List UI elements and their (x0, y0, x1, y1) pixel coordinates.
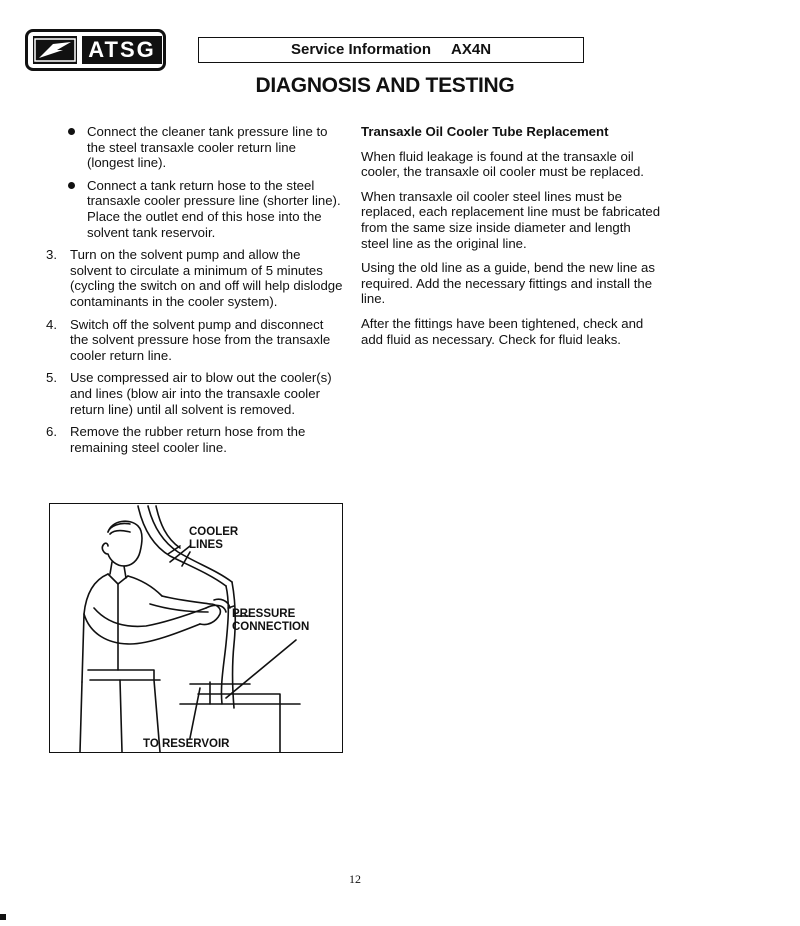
paragraph: After the fittings have been tightened, check and add fluid as necessary. Check for fluid leaks. (361, 315, 644, 347)
cooler-lines-label: COOLER LINES (189, 526, 239, 551)
step-item (40, 247, 345, 309)
paragraph: When transaxle oil cooler steel lines must be replaced, each replacement line must be fabricated from the same size inside diameter and length steel line as the original line. (361, 188, 661, 251)
step-item (40, 370, 345, 417)
section-label: Service Information (290, 41, 432, 58)
bullet-icon (68, 128, 75, 135)
paragraph: Using the old line as a guide, bend the new line as required. Add the necessary fittings and install the line. (361, 260, 655, 307)
atsg-emblem (33, 36, 77, 64)
step-number: 3. (46, 247, 57, 263)
step-text: Turn on the solvent pump and allow the solvent to circulate a minimum of 5 minutes (cycling the switch on and off will help dislodge contaminants in the cooler system). (70, 247, 343, 309)
step-number: 5. (46, 370, 57, 386)
step-text: Use compressed air to blow out the cooler(s) and lines (blow air into the transaxle cooler return line) until all solvent is removed. (70, 370, 332, 417)
section-heading: Transaxle Oil Cooler Tube Replacement (361, 124, 609, 139)
atsg-logo (25, 29, 166, 71)
logo-text: ATSG (82, 36, 162, 64)
scan-mark (0, 914, 6, 920)
service-info-header (198, 37, 584, 63)
step-text: Remove the rubber return hose from the remaining steel cooler line. (70, 424, 306, 455)
right-column (361, 124, 661, 356)
bullet-icon (68, 182, 75, 189)
model-label: AX4N (451, 41, 492, 58)
step-item (40, 424, 345, 455)
bullet-item (40, 178, 345, 240)
to-reservoir-label: TO RESERVOIR (143, 738, 230, 750)
cooler-flush-illustration (49, 503, 343, 753)
page-number: 12 (349, 872, 361, 886)
step-item (40, 317, 345, 364)
bullet-text: Connect a tank return hose to the steel transaxle cooler pressure line (shorter line). Place the outlet end of this hose into the solvent tank reservoir. (87, 177, 341, 240)
step-text: Switch off the solvent pump and disconnect the solvent pressure hose from the transaxle cooler return line. (70, 316, 331, 363)
paragraph: When fluid leakage is found at the transaxle oil cooler, the transaxle oil cooler must be replaced. (361, 148, 644, 180)
bullet-text: Connect the cleaner tank pressure line to the steel transaxle cooler return line (longest line). (87, 124, 328, 171)
step-number: 6. (46, 424, 57, 440)
bullet-item (40, 124, 345, 171)
left-column (40, 124, 345, 462)
page-title: DIAGNOSIS AND TESTING (255, 74, 515, 97)
pressure-connection-label: PRESSURE CONNECTION (232, 608, 310, 633)
step-number: 4. (46, 316, 57, 332)
